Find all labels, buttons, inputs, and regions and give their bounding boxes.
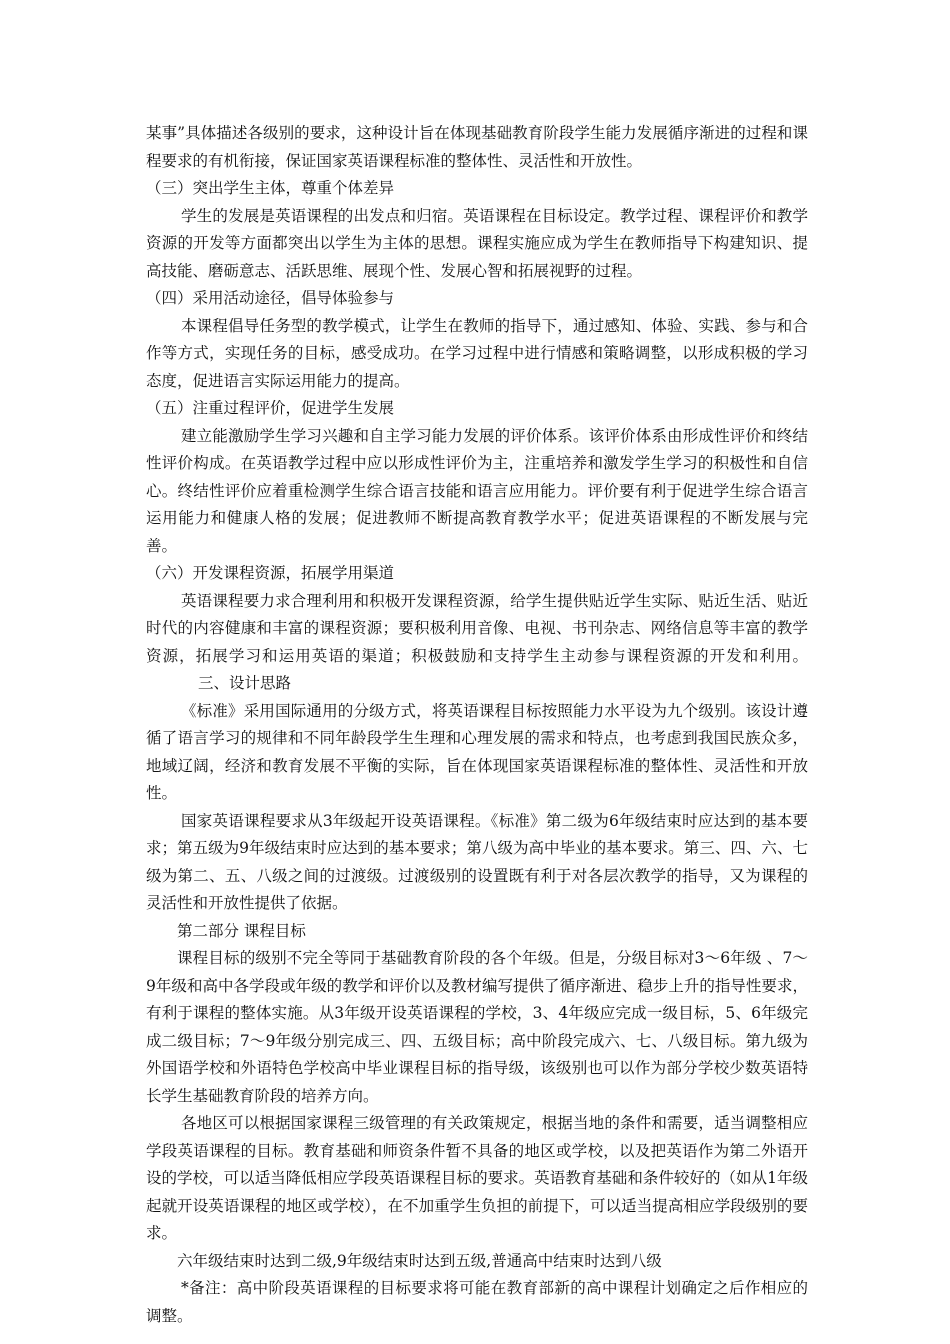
part-two-heading: 第二部分 课程目标 [177, 921, 306, 940]
paragraph-intro-continuation: 某事”具体描述各级别的要求，这种设计旨在体现基础教育阶段学生能力发展循序渐进的过程和课程要求的有机衔接，保证国家英语课程标准的整体性、灵活性和开放性。 [146, 124, 808, 170]
paragraph-national-requirements: 国家英语课程要求从3年级起开设英语课程。《标准》第二级为6年级结束时应达到的基本要求；第五级为9年级结束时应达到的基本要求；第八级为高中毕业的基本要求。第三、四、六、七级为第二、五、八级之间的过渡级。过渡级别的设置既有利于对各层次教学的指导，又为课程的灵活性和开放性提供了依据。 [146, 811, 808, 912]
paragraph-grade-summary: 六年级结束时达到二级,9年级结束时达到五级,普通高中结束时达到八级 [177, 1251, 662, 1270]
paragraph-regional-adjustment: 各地区可以根据国家课程三级管理的有关政策规定，根据当地的条件和需要，适当调整相应学段英语课程的目标。教育基础和师资条件暂不具备的地区或学校，以及把英语作为第二外语开设的学校，可以适当降低相应学段英语课程目标的要求。英语教育基础和条件较好的（如从1年级起就开设英语课程的地区或学校），在不加重学生负担的前提下，可以适当提高相应学段级别的要求。 [146, 1114, 808, 1242]
paragraph-evaluation: 建立能激励学生学习兴趣和自主学习能力发展的评价体系。该评价体系由形成性评价和终结性评价构成。在英语教学过程中应以形成性评价为主，注重培养和激发学生学习的积极性和自信心。终结性评价应着重检测学生综合语言技能和语言应用能力。评价要有利于促进学生综合语言运用能力和健康人格的发展；促进教师不断提高教育教学水平；促进英语课程的不断发展与完善。 [146, 426, 808, 555]
paragraph-task-based: 本课程倡导任务型的教学模式，让学生在教师的指导下，通过感知、体验、实践、参与和合作等方式，实现任务的目标，感受成功。在学习过程中进行情感和策略调整，以形成积极的学习态度，促进语言实际运用能力的提高。 [146, 316, 808, 390]
section-heading-6: （六）开发课程资源，拓展学用渠道 [146, 564, 395, 582]
paragraph-resources-text: 英语课程要力求合理利用和积极开发课程资源，给学生提供贴近学生实际、贴近生活、贴近时代的内容健康和丰富的课程资源；要积极利用音像、电视、书刊杂志、网络信息等丰富的教学资源，拓展学习和运用英语的渠道；积极鼓励和支持学生主动参与课程资源的开发和利用。 [146, 591, 808, 665]
section-heading-3: （三）突出学生主体，尊重个体差异 [146, 179, 395, 197]
paragraph-levels: 《标准》采用国际通用的分级方式，将英语课程目标按照能力水平设为九个级别。该设计遵循了语言学习的规律和不同年龄段学生生理和心理发展的需求和特点，也考虑到我国民族众多，地域辽阔，经济和教育发展不平衡的实际，旨在体现国家英语课程标准的整体性、灵活性和开放性。 [146, 701, 808, 802]
document-body [146, 120, 808, 1330]
paragraph-course-goals: 课程目标的级别不完全等同于基础教育阶段的各个年级。但是，分级目标对3～6年级 、7～9年级和高中各学段或年级的教学和评价以及教材编写提供了循序渐进、稳步上升的指导性要求，有利于课程的整体实施。从3年级开设英语课程的学校，3、4年级应完成一级目标，5、6年级完成二级目标；7～9年级分别完成三、四、五级目标；高中阶段完成六、七、八级目标。第九级为外国语学校和外语特色学校高中毕业课程目标的指导级，该级别也可以作为部分学校少数英语特长学生基础教育阶段的培养方向。 [146, 949, 808, 1105]
paragraph-resources [146, 588, 808, 698]
paragraph-student-centered: 学生的发展是英语课程的出发点和归宿。英语课程在目标设定。教学过程、课程评价和教学资源的开发等方面都突出以学生为主体的思想。课程实施应成为学生在教师指导下构建知识、提高技能、磨砺意志、活跃思维、展现个性、发展心智和拓展视野的过程。 [146, 206, 808, 280]
paragraph-note: *备注：高中阶段英语课程的目标要求将可能在教育部新的高中课程计划确定之后作相应的调整。 [146, 1279, 808, 1325]
section-heading-design-ideas: 三、设计思路 [198, 674, 292, 692]
section-heading-5: （五）注重过程评价，促进学生发展 [146, 399, 395, 417]
section-heading-4: （四）采用活动途径，倡导体验参与 [146, 289, 395, 307]
